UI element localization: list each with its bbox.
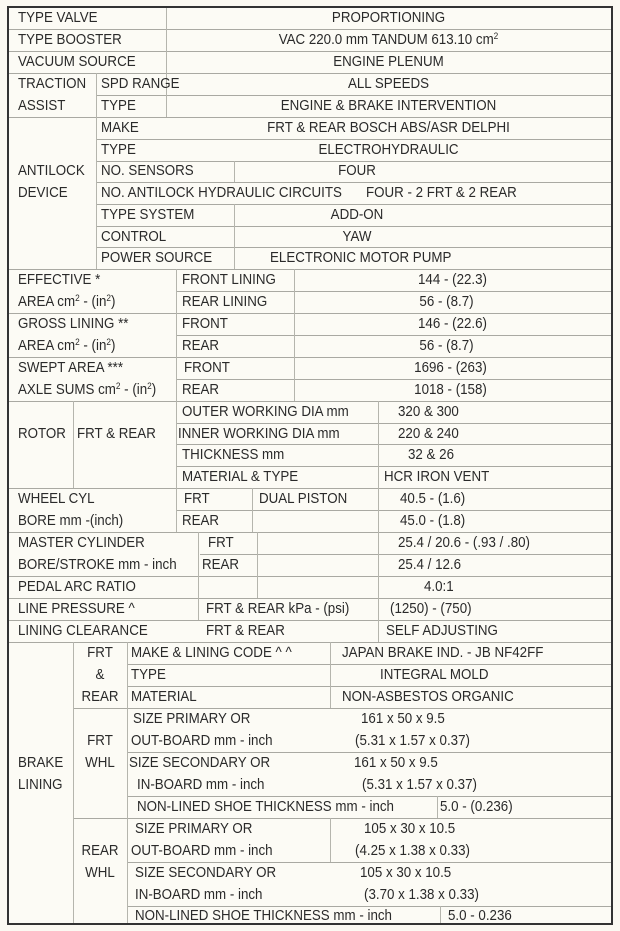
master-cyl-label: MASTER CYLINDER [18,535,145,551]
f-secondary-label-1: SIZE SECONDARY OR [129,755,271,771]
spd-range-label: SPD RANGE [101,76,180,92]
f-shoe-thickness-label: NON-LINED SHOE THICKNESS mm - inch [137,799,394,815]
traction-label: TRACTION [18,76,87,92]
f-secondary-value-2: (5.31 x 1.57 x 0.37) [362,777,477,793]
rotor-label: ROTOR [18,426,66,442]
gross-front-label: FRONT [182,316,228,332]
rotor-thickness-label: THICKNESS mm [182,447,285,463]
gross-rear-value: 56 - (8.7) [419,338,474,354]
brake-label: BRAKE [18,755,64,771]
abs-sensors-label: NO. SENSORS [101,163,194,179]
master-cyl-bore-label: BORE/STROKE mm - inch [18,557,177,573]
f-shoe-thickness-value: 5.0 - (0.236) [440,799,513,815]
swept-rear-value: 1018 - (158) [414,382,487,398]
lining-type-label: TYPE [131,667,166,683]
effective-front-label: FRONT LINING [182,272,276,288]
line-pressure-label: LINE PRESSURE ^ [18,601,135,617]
abs-make-value: FRT & REAR BOSCH ABS/ASR DELPHI [267,120,510,136]
abs-control-value: YAW [342,229,372,245]
f-primary-value-1: 161 x 50 x 9.5 [361,711,445,727]
line-pressure-sub: FRT & REAR kPa - (psi) [206,601,350,617]
rotor-sub-label: FRT & REAR [77,426,156,442]
f-secondary-label-2: IN-BOARD mm - inch [137,777,265,793]
lining-label: LINING [18,777,63,793]
effective-label: EFFECTIVE * [18,272,101,288]
wheel-cyl-frt-label: FRT [184,491,210,507]
abs-system-label: TYPE SYSTEM [101,207,195,223]
rotor-material-value: HCR IRON VENT [384,469,490,485]
antilock-label: ANTILOCK [18,163,85,179]
effective-rear-label: REAR LINING [182,294,268,310]
r-primary-value-2: (4.25 x 1.38 x 0.33) [355,843,470,859]
assist-label: ASSIST [18,98,66,114]
r-secondary-value-1: 105 x 30 x 10.5 [360,865,452,881]
f-secondary-value-1: 161 x 50 x 9.5 [354,755,438,771]
swept-front-value: 1696 - (263) [414,360,487,376]
rotor-material-label: MATERIAL & TYPE [182,469,299,485]
effective-front-value: 144 - (22.3) [418,272,487,288]
effective-rear-value: 56 - (8.7) [419,294,474,310]
f-primary-value-2: (5.31 x 1.57 x 0.37) [355,733,470,749]
master-cyl-rear-value: 25.4 / 12.6 [398,557,462,573]
swept-area-label: SWEPT AREA *** [18,360,124,376]
swept-rear-label: REAR [182,382,220,398]
abs-circuits-value: FOUR - 2 FRT & 2 REAR [366,185,517,201]
abs-control-label: CONTROL [101,229,167,245]
pedal-ratio-value: 4.0:1 [424,579,454,595]
r-shoe-thickness-value: 5.0 - 0.236 [448,908,512,924]
traction-type-label: TYPE [101,98,136,114]
r-primary-label-2: OUT-BOARD mm - inch [131,843,273,859]
abs-make-label: MAKE [101,120,139,136]
master-cyl-frt-value: 25.4 / 20.6 - (.93 / .80) [398,535,531,551]
rotor-thickness-value: 32 & 26 [408,447,454,463]
pedal-ratio-label: PEDAL ARC RATIO [18,579,136,595]
abs-power-label: POWER SOURCE [101,250,213,266]
rear-whl-label-whl: WHL [85,865,115,881]
device-label: DEVICE [18,185,68,201]
gross-front-value: 146 - (22.6) [418,316,487,332]
traction-type-value: ENGINE & BRAKE INTERVENTION [280,98,497,114]
gross-rear-label: REAR [182,338,220,354]
rear-whl-label-rear: REAR [81,843,119,859]
r-secondary-label-1: SIZE SECONDARY OR [135,865,277,881]
master-cyl-frt-label: FRT [208,535,234,551]
abs-type-label: TYPE [101,142,136,158]
lining-make-value: JAPAN BRAKE IND. - JB NF42FF [342,645,544,661]
lining-clearance-sub: FRT & REAR [206,623,285,639]
fr-label-amp: & [95,667,105,683]
type-booster-value: VAC 220.0 mm TANDUM 613.10 $cm^2$ [278,31,499,48]
lining-clearance-value: SELF ADJUSTING [386,623,498,639]
frt-whl-label-whl: WHL [85,755,115,771]
wheel-cyl-bore-label: BORE mm -(inch) [18,513,124,529]
master-cyl-rear-label: REAR [202,557,240,573]
type-valve-label: TYPE VALVE [18,10,98,26]
wheel-cyl-rear-label: REAR [182,513,220,529]
effective-area-label: AREA $cm^2 - (in^2)$ [18,293,116,310]
abs-circuits-label: NO. ANTILOCK HYDRAULIC CIRCUITS [101,185,342,201]
wheel-cyl-frt-type: DUAL PISTON [259,491,348,507]
lining-material-label: MATERIAL [131,689,197,705]
line-pressure-value: (1250) - (750) [390,601,472,617]
spd-range-value: ALL SPEEDS [347,76,430,92]
lining-type-value: INTEGRAL MOLD [380,667,489,683]
type-valve-value: PROPORTIONING [331,10,446,26]
rotor-outer-value: 320 & 300 [398,404,459,420]
fr-label-frt: FRT [87,645,113,661]
frt-whl-label-frt: FRT [87,733,113,749]
r-primary-label-1: SIZE PRIMARY OR [135,821,253,837]
gross-lining-label: GROSS LINING ** [18,316,129,332]
fr-label-rear: REAR [81,689,119,705]
abs-type-value: ELECTROHYDRAULIC [318,142,459,158]
type-booster-label: TYPE BOOSTER [18,32,122,48]
lining-make-label: MAKE & LINING CODE ^ ^ [131,645,292,661]
lining-material-value: NON-ASBESTOS ORGANIC [342,689,514,705]
swept-front-label: FRONT [184,360,230,376]
wheel-cyl-frt-value: 40.5 - (1.6) [400,491,466,507]
abs-power-value: ELECTRONIC MOTOR PUMP [270,250,452,266]
r-secondary-value-2: (3.70 x 1.38 x 0.33) [364,887,479,903]
rotor-outer-label: OUTER WORKING DIA mm [182,404,349,420]
rotor-inner-value: 220 & 240 [398,426,459,442]
wheel-cyl-label: WHEEL CYL [18,491,95,507]
r-secondary-label-2: IN-BOARD mm - inch [135,887,263,903]
vacuum-source-label: VACUUM SOURCE [18,54,136,70]
r-shoe-thickness-label: NON-LINED SHOE THICKNESS mm - inch [135,908,392,924]
abs-system-value: ADD-ON [330,207,384,223]
gross-area-label: AREA $cm^2 - (in^2)$ [18,337,116,354]
f-primary-label-1: SIZE PRIMARY OR [133,711,251,727]
abs-sensors-value: FOUR [338,163,376,179]
vacuum-source-value: ENGINE PLENUM [333,54,444,70]
lining-clearance-label: LINING CLEARANCE [18,623,148,639]
axle-sums-label: AXLE SUMS $cm^2 - (in^2)$ [18,381,157,398]
wheel-cyl-rear-value: 45.0 - (1.8) [400,513,466,529]
r-primary-value-1: 105 x 30 x 10.5 [364,821,456,837]
rotor-inner-label: INNER WORKING DIA mm [178,426,340,442]
f-primary-label-2: OUT-BOARD mm - inch [131,733,273,749]
